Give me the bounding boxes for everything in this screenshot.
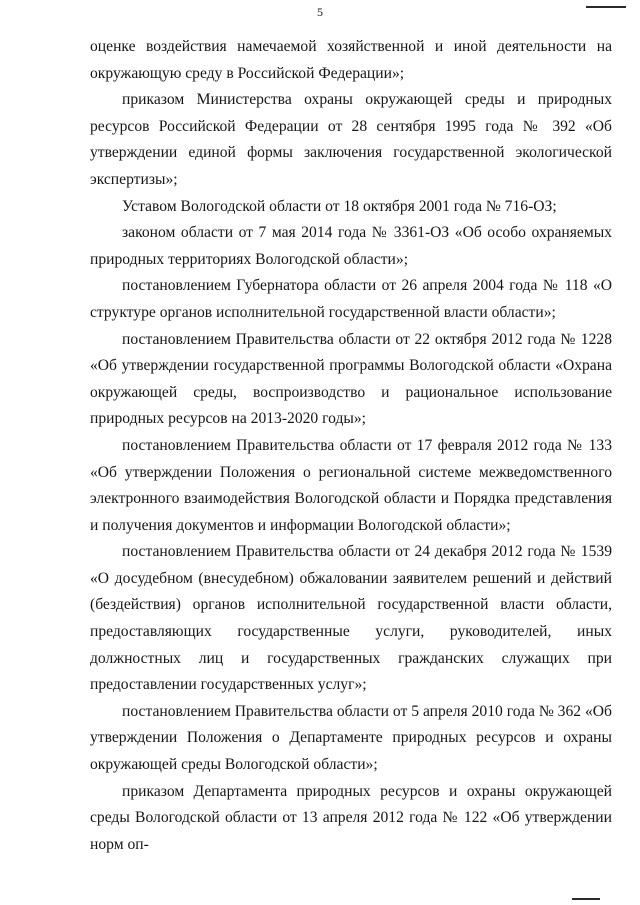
paragraph-government-resolution-1539: постановлением Правительства области от 24 декабря 2012 года № 1539 «О досудебном (внесудебном) обжаловании заявителем решений и действий (бездействия) органов исполнительной государственной власти области, предоставляющих государственные услуги, руководителей, иных должностных лиц и государственных гражданских служащих при предоставлении государственных услуг»;: [90, 543, 612, 694]
scan-edge-mark-bottom: [572, 898, 600, 900]
paragraph-charter-2001: Уставом Вологодской области от 18 октября 2001 года № 716-ОЗ;: [122, 197, 557, 215]
paragraph-government-resolution-362: постановлением Правительства области от 5 апреля 2010 года № 362 «Об утверждении Положения о Департаменте природных ресурсов и охраны окружающей среды Вологодской области»;: [90, 702, 612, 774]
document-body: [90, 34, 612, 858]
paragraph-government-resolution-1228: постановлением Правительства области от 22 октября 2012 года № 1228 «Об утверждении государственной программы Вологодской области «Охрана окружающей среды, воспроизводство и рациональное использование природных ресурсов на 2013-2020 годы»;: [90, 330, 612, 428]
page-number: 5: [317, 5, 323, 19]
paragraph-law-2014: законом области от 7 мая 2014 года № 3361-ОЗ «Об особо охраняемых природных территориях Вологодской области»;: [90, 224, 612, 268]
paragraph-continuation: оценке воздействия намечаемой хозяйственной и иной деятельности на окружающую среду в Российской Федерации»;: [90, 38, 612, 82]
scan-edge-mark-top: [586, 6, 626, 8]
paragraph-department-order-122: приказом Департамента природных ресурсов и охраны окружающей среды Вологодской области от 13 апреля 2012 года № 122 «Об утверждении норм оп-: [90, 782, 612, 853]
paragraph-government-resolution-133: постановлением Правительства области от 17 февраля 2012 года № 133 «Об утверждении Положения о региональной системе межведомственного электронного взаимодействия Вологодской области и Порядка представления и получения документов и информации Вологодской области»;: [90, 436, 612, 534]
paragraph-order-ministry-1995: приказом Министерства охраны окружающей среды и природных ресурсов Российской Федерации от 28 сентября 1995 года № 392 «Об утверждении единой формы заключения государственной экологической экспертизы»;: [90, 91, 612, 188]
paragraph-governor-resolution-2004: постановлением Губернатора области от 26 апреля 2004 года № 118 «О структуре органов исполнительной государственной власти области»;: [90, 277, 612, 321]
